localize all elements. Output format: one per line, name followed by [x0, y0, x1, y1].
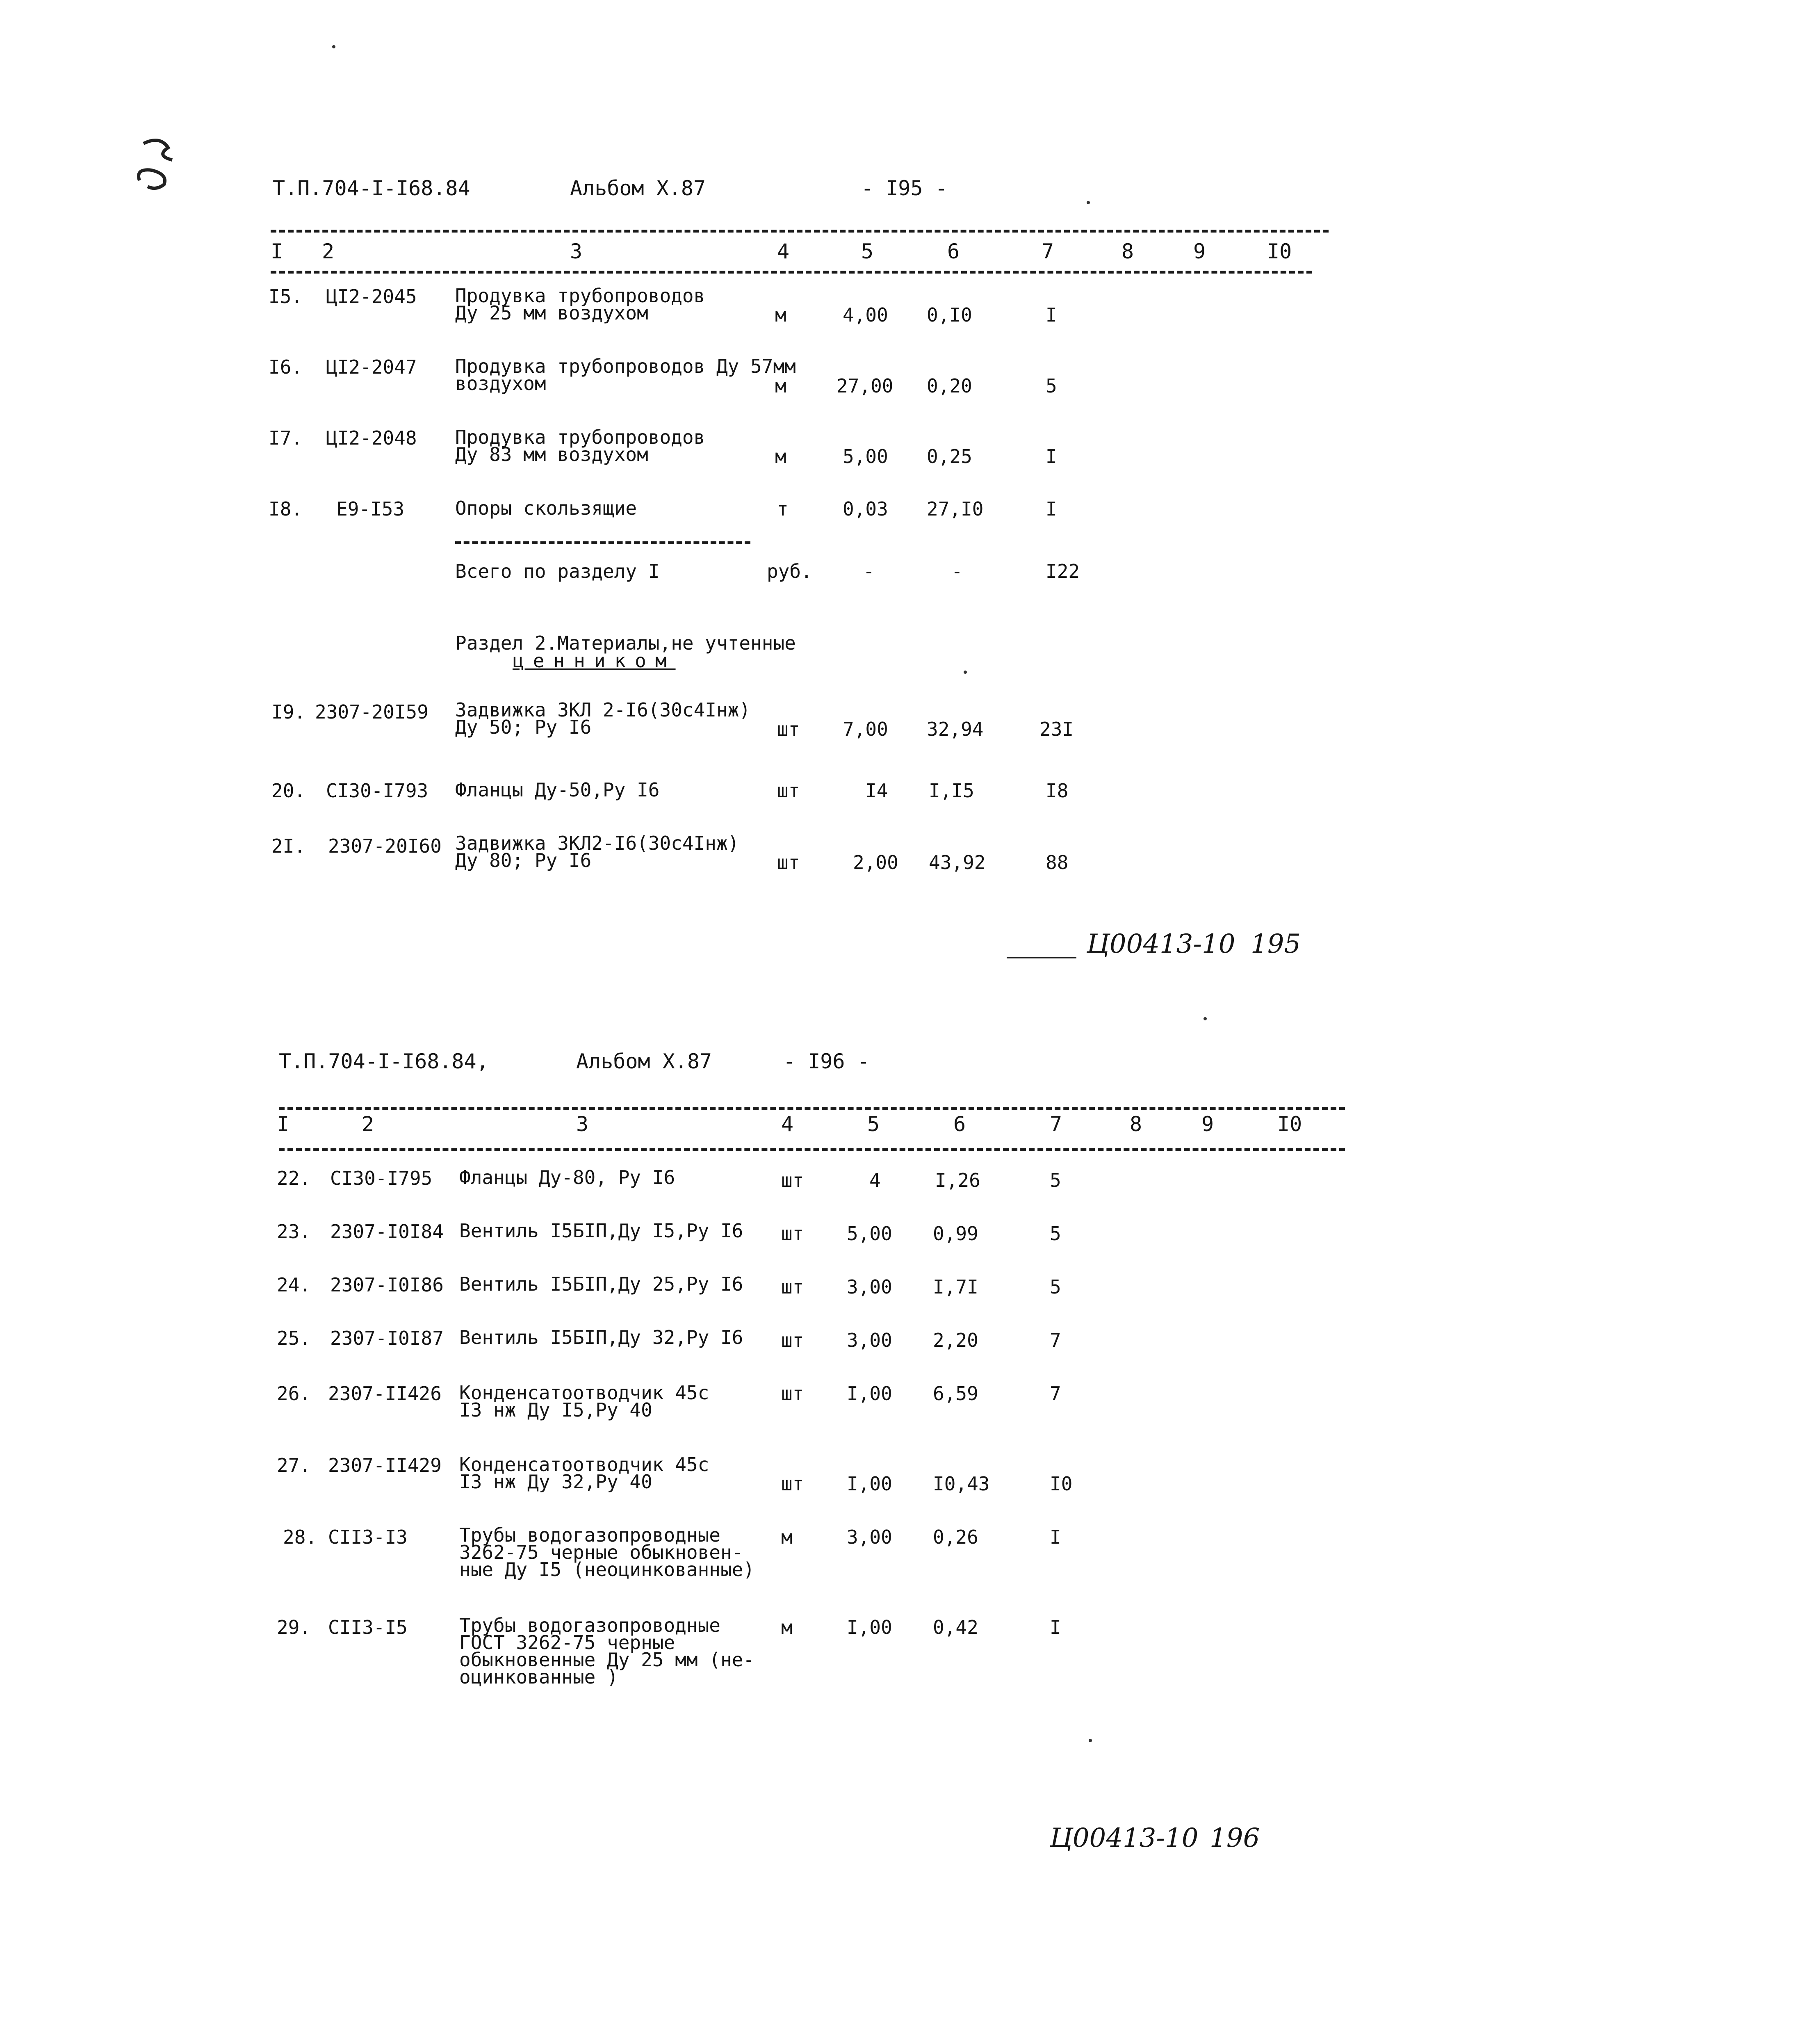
row-price: I,26 [935, 1169, 980, 1191]
col-header: 2 [322, 240, 335, 263]
row-number: I8. [269, 498, 303, 520]
row-price: 0,20 [927, 375, 972, 397]
col-header: 2 [362, 1112, 374, 1136]
row-unit: м [775, 375, 786, 397]
doc-code-top: Т.П.704-I-I68.84 [273, 176, 470, 200]
handwritten-margin-mark [131, 135, 185, 193]
row-total: 5 [1050, 1223, 1061, 1245]
row-code: 2307-20I59 [315, 701, 429, 723]
row-number: 27. [277, 1454, 311, 1476]
row-number: I5. [269, 285, 303, 308]
row-description: Конденсатоотводчик 45с I3 нж Ду 32,Ру 40 [459, 1453, 709, 1493]
row-total: I8 [1046, 780, 1069, 802]
row-number: 25. [277, 1327, 311, 1349]
row-number: 2I. [271, 835, 306, 857]
col-header: 9 [1193, 240, 1206, 263]
total-sum: I22 [1046, 560, 1080, 582]
row-quantity: I4 [865, 780, 888, 802]
row-price: 0,99 [933, 1223, 978, 1245]
row-unit: шт [777, 851, 800, 874]
row-number: I7. [269, 427, 303, 449]
row-unit: м [781, 1526, 793, 1548]
total-label: Всего по разделу I [455, 560, 660, 582]
row-code: 2307-II429 [328, 1454, 442, 1476]
section-heading: Раздел 2.Материалы,не учтенные [455, 632, 796, 654]
row-price: I0,43 [933, 1473, 990, 1495]
row-code: 2307-II426 [328, 1382, 442, 1405]
divider [271, 271, 1312, 274]
col-header: 5 [861, 240, 874, 263]
row-description: Фланцы Ду-80, Ру I6 [459, 1166, 675, 1189]
speck [964, 671, 967, 674]
page-number-top: - I95 - [861, 176, 948, 200]
col-header: 7 [1042, 240, 1054, 263]
row-quantity: 3,00 [847, 1526, 892, 1548]
row-quantity: 4 [869, 1169, 881, 1191]
divider [271, 230, 1329, 233]
row-total: I [1046, 304, 1057, 326]
row-number: 20. [271, 780, 306, 802]
row-number: I9. [271, 701, 306, 723]
row-code: СII3-I3 [328, 1526, 408, 1548]
row-quantity: 27,00 [837, 375, 894, 397]
total-price: - [951, 560, 963, 582]
speck [332, 45, 335, 48]
row-total: 5 [1050, 1169, 1061, 1191]
row-quantity: I,00 [847, 1473, 892, 1495]
row-code: 2307-I0I86 [330, 1274, 444, 1296]
row-price: 2,20 [933, 1329, 978, 1351]
col-header: 9 [1201, 1112, 1214, 1136]
row-quantity: I,00 [847, 1382, 892, 1405]
row-quantity: I,00 [847, 1616, 892, 1638]
stamp-page-bottom: 196 [1210, 1823, 1260, 1853]
stamp-underline [1007, 957, 1076, 958]
col-header: I0 [1277, 1112, 1302, 1136]
row-code: 2307-20I60 [328, 835, 442, 857]
speck [1089, 1739, 1092, 1742]
section-heading-cont: ценником [513, 650, 676, 672]
row-price: 43,92 [929, 851, 986, 874]
col-header: 3 [576, 1112, 589, 1136]
row-description: Вентиль I5БIП,Ду 25,Ру I6 [459, 1273, 743, 1295]
row-description: Вентиль I5БIП,Ду I5,Ру I6 [459, 1220, 743, 1242]
row-total: I [1046, 498, 1057, 520]
col-header: 6 [947, 240, 960, 263]
row-unit: т [777, 498, 789, 520]
row-total: 5 [1050, 1276, 1061, 1298]
row-quantity: 5,00 [847, 1223, 892, 1245]
divider [279, 1107, 1345, 1110]
row-code: ЦI2-2047 [326, 356, 417, 378]
row-total: 7 [1050, 1382, 1061, 1405]
row-description: Трубы водогазопроводные 3262-75 черные обыкновен- ные Ду I5 (неоцинкованные) [459, 1524, 755, 1581]
row-number: 29. [277, 1616, 311, 1638]
row-quantity: 7,00 [843, 718, 888, 740]
col-header: I [277, 1112, 289, 1136]
row-number: 26. [277, 1382, 311, 1405]
row-quantity: 5,00 [843, 445, 888, 468]
row-price: 0,25 [927, 445, 972, 468]
row-price: I,7I [933, 1276, 978, 1298]
row-price: 32,94 [927, 718, 984, 740]
row-description: Продувка трубопроводов Ду 25 мм воздухом [455, 285, 705, 324]
row-quantity: 3,00 [847, 1276, 892, 1298]
row-number: 24. [277, 1274, 311, 1296]
row-number: I6. [269, 356, 303, 378]
row-price: 0,26 [933, 1526, 978, 1548]
row-code: СI30-I793 [326, 780, 429, 802]
row-unit: м [781, 1616, 793, 1638]
row-unit: шт [781, 1473, 804, 1495]
row-quantity: 0,03 [843, 498, 888, 520]
album-bottom: Альбом Х.87 [576, 1049, 712, 1073]
row-code: Е9-I53 [336, 498, 405, 520]
row-description: Вентиль I5БIП,Ду 32,Ру I6 [459, 1326, 743, 1348]
row-description: Опоры скользящие [455, 497, 637, 519]
row-code: ЦI2-2048 [326, 427, 417, 449]
page-number-bottom: - I96 - [783, 1049, 870, 1073]
divider [279, 1148, 1345, 1151]
speck [1087, 201, 1090, 204]
stamp-code-bottom: Ц00413-10 [1050, 1823, 1199, 1853]
row-total: 7 [1050, 1329, 1061, 1351]
row-description: Продувка трубопроводов Ду 83 мм воздухом [455, 426, 705, 465]
col-header: I0 [1267, 240, 1292, 263]
row-total: 88 [1046, 851, 1069, 874]
col-header: 5 [867, 1112, 880, 1136]
row-price: 0,42 [933, 1616, 978, 1638]
col-header: 3 [570, 240, 583, 263]
row-code: 2307-I0I84 [330, 1220, 444, 1243]
row-unit: шт [781, 1169, 804, 1191]
col-header: 8 [1130, 1112, 1142, 1136]
row-unit: шт [781, 1276, 804, 1298]
row-description: Задвижка ЗКЛ2-I6(30с4Iнж) Ду 80; Ру I6 [455, 832, 739, 871]
col-header: 7 [1050, 1112, 1062, 1136]
row-quantity: 2,00 [853, 851, 898, 874]
row-unit: шт [777, 780, 800, 802]
row-description: Продувка трубопроводов Ду 57мм воздухом [455, 355, 796, 395]
stamp-page-top: 195 [1251, 929, 1301, 959]
row-total: I [1046, 445, 1057, 468]
row-price: 0,I0 [927, 304, 972, 326]
row-code: ЦI2-2045 [326, 285, 417, 308]
row-description: Фланцы Ду-50,Ру I6 [455, 779, 660, 801]
row-code: СI30-I795 [330, 1167, 433, 1189]
row-unit: шт [781, 1329, 804, 1351]
row-price: 6,59 [933, 1382, 978, 1405]
doc-code-bottom: Т.П.704-I-I68.84, [279, 1049, 489, 1073]
row-description: Задвижка ЗКЛ 2-I6(30с4Iнж) Ду 50; Ру I6 [455, 699, 751, 738]
col-header: 6 [953, 1112, 966, 1136]
row-unit: м [775, 445, 786, 468]
row-total: I [1050, 1526, 1061, 1548]
row-price: I,I5 [929, 780, 974, 802]
row-unit: шт [781, 1382, 804, 1405]
row-total: 23I [1039, 718, 1074, 740]
row-price: 27,I0 [927, 498, 984, 520]
subtotal-divider [455, 541, 750, 544]
row-unit: шт [781, 1223, 804, 1245]
col-header: I [271, 240, 283, 263]
row-code: 2307-I0I87 [330, 1327, 444, 1349]
row-number: 28. [283, 1526, 317, 1548]
stamp-code-top: Ц00413-10 [1087, 929, 1235, 959]
album-top: Альбом Х.87 [570, 176, 706, 200]
row-number: 23. [277, 1220, 311, 1243]
row-total: 5 [1046, 375, 1057, 397]
total-unit: руб. [767, 560, 812, 582]
speck [1204, 1017, 1207, 1020]
row-total: I [1050, 1616, 1061, 1638]
row-description: Конденсатоотводчик 45с I3 нж Ду I5,Ру 40 [459, 1382, 709, 1421]
row-unit: шт [777, 718, 800, 740]
col-header: 8 [1121, 240, 1134, 263]
col-header: 4 [777, 240, 790, 263]
col-header: 4 [781, 1112, 794, 1136]
row-number: 22. [277, 1167, 311, 1189]
row-code: СII3-I5 [328, 1616, 408, 1638]
total-quantity: - [863, 560, 875, 582]
row-quantity: 3,00 [847, 1329, 892, 1351]
row-unit: м [775, 304, 786, 326]
row-description: Трубы водогазопроводные ГОСТ 3262-75 черные обыкновенные Ду 25 мм (не- оцинкованные ) [459, 1614, 755, 1688]
row-quantity: 4,00 [843, 304, 888, 326]
row-total: I0 [1050, 1473, 1073, 1495]
